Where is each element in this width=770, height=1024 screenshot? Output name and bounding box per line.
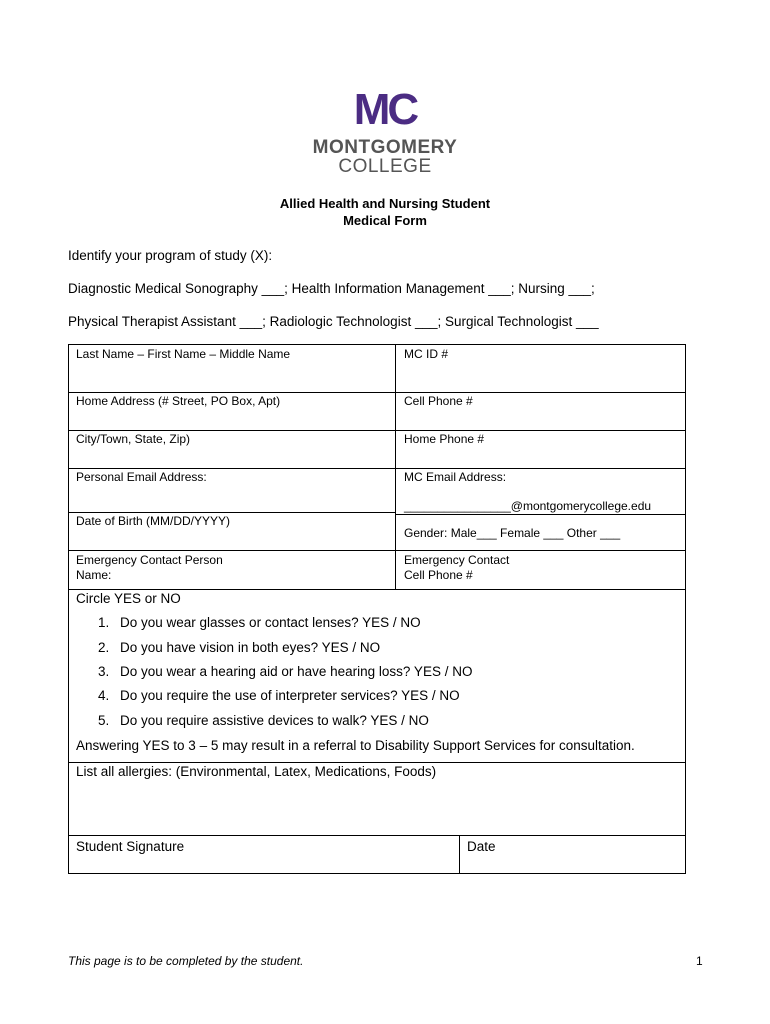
city-state-zip-field[interactable]: City/Town, State, Zip) [76,432,191,446]
program-prompt: Identify your program of study (X): [68,248,273,263]
question-item[interactable] [98,664,472,680]
mc-id-field[interactable]: MC ID # [404,347,449,361]
allergies-field[interactable]: List all allergies: (Environmental, Latex, Medications, Foods) [76,764,437,779]
name-field[interactable]: Last Name – First Name – Middle Name [76,347,291,361]
form-title-line1: Allied Health and Nursing Student [279,196,491,211]
question-number: 3. [98,664,110,679]
question-text: Do you wear glasses or contact lenses? YES / NO [120,615,421,630]
form-title-line2: Medical Form [343,213,427,228]
home-phone-field[interactable]: Home Phone # [404,432,485,446]
student-signature-field[interactable]: Student Signature [76,839,185,854]
question-number: 5. [98,713,110,728]
question-text: Do you require assistive devices to walk? YES / NO [120,713,429,728]
program-options-line2[interactable]: Physical Therapist Assistant ___; Radiologic Technologist ___; Surgical Technologist ___ [68,314,599,329]
personal-email-field[interactable]: Personal Email Address: [76,470,207,484]
logo-mark: MC [353,85,417,134]
emergency-contact-phone-field[interactable]: Cell Phone # [404,568,473,582]
mc-email-label: MC Email Address: [404,470,507,484]
home-address-field[interactable]: Home Address (# Street, PO Box, Apt) [76,394,281,408]
emergency-contact-phone-label1: Emergency Contact [404,553,510,567]
referral-note: Answering YES to 3 – 5 may result in a referral to Disability Support Services for consultation. [76,738,635,753]
question-number: 1. [98,615,110,630]
program-options-line1[interactable]: Diagnostic Medical Sonography ___; Health Information Management ___; Nursing ___; [68,281,595,296]
question-number: 4. [98,688,110,703]
question-text: Do you have vision in both eyes? YES / NO [120,640,381,655]
question-number: 2. [98,640,110,655]
question-item[interactable] [98,615,421,631]
question-item[interactable] [98,640,380,656]
date-field[interactable]: Date [467,839,496,854]
question-item[interactable] [98,688,460,704]
college-logo [0,85,770,177]
logo-name-line2: COLLEGE [338,156,432,177]
footer-note: This page is to be completed by the student. [68,954,304,968]
page-number: 1 [696,954,703,968]
emergency-contact-name-field[interactable]: Name: [76,568,112,582]
mc-email-field[interactable]: ________________@montgomerycollege.edu [404,499,652,513]
circle-instruction: Circle YES or NO [76,591,181,606]
question-item[interactable] [98,713,429,729]
gender-field[interactable]: Gender: Male___ Female ___ Other ___ [404,526,621,540]
cell-phone-field[interactable]: Cell Phone # [404,394,473,408]
question-text: Do you require the use of interpreter services? YES / NO [120,688,460,703]
emergency-contact-name-label1: Emergency Contact Person [76,553,223,567]
logo-name-line1: MONTGOMERY [312,137,458,158]
dob-field[interactable]: Date of Birth (MM/DD/YYYY) [76,514,231,528]
question-text: Do you wear a hearing aid or have hearing loss? YES / NO [120,664,473,679]
